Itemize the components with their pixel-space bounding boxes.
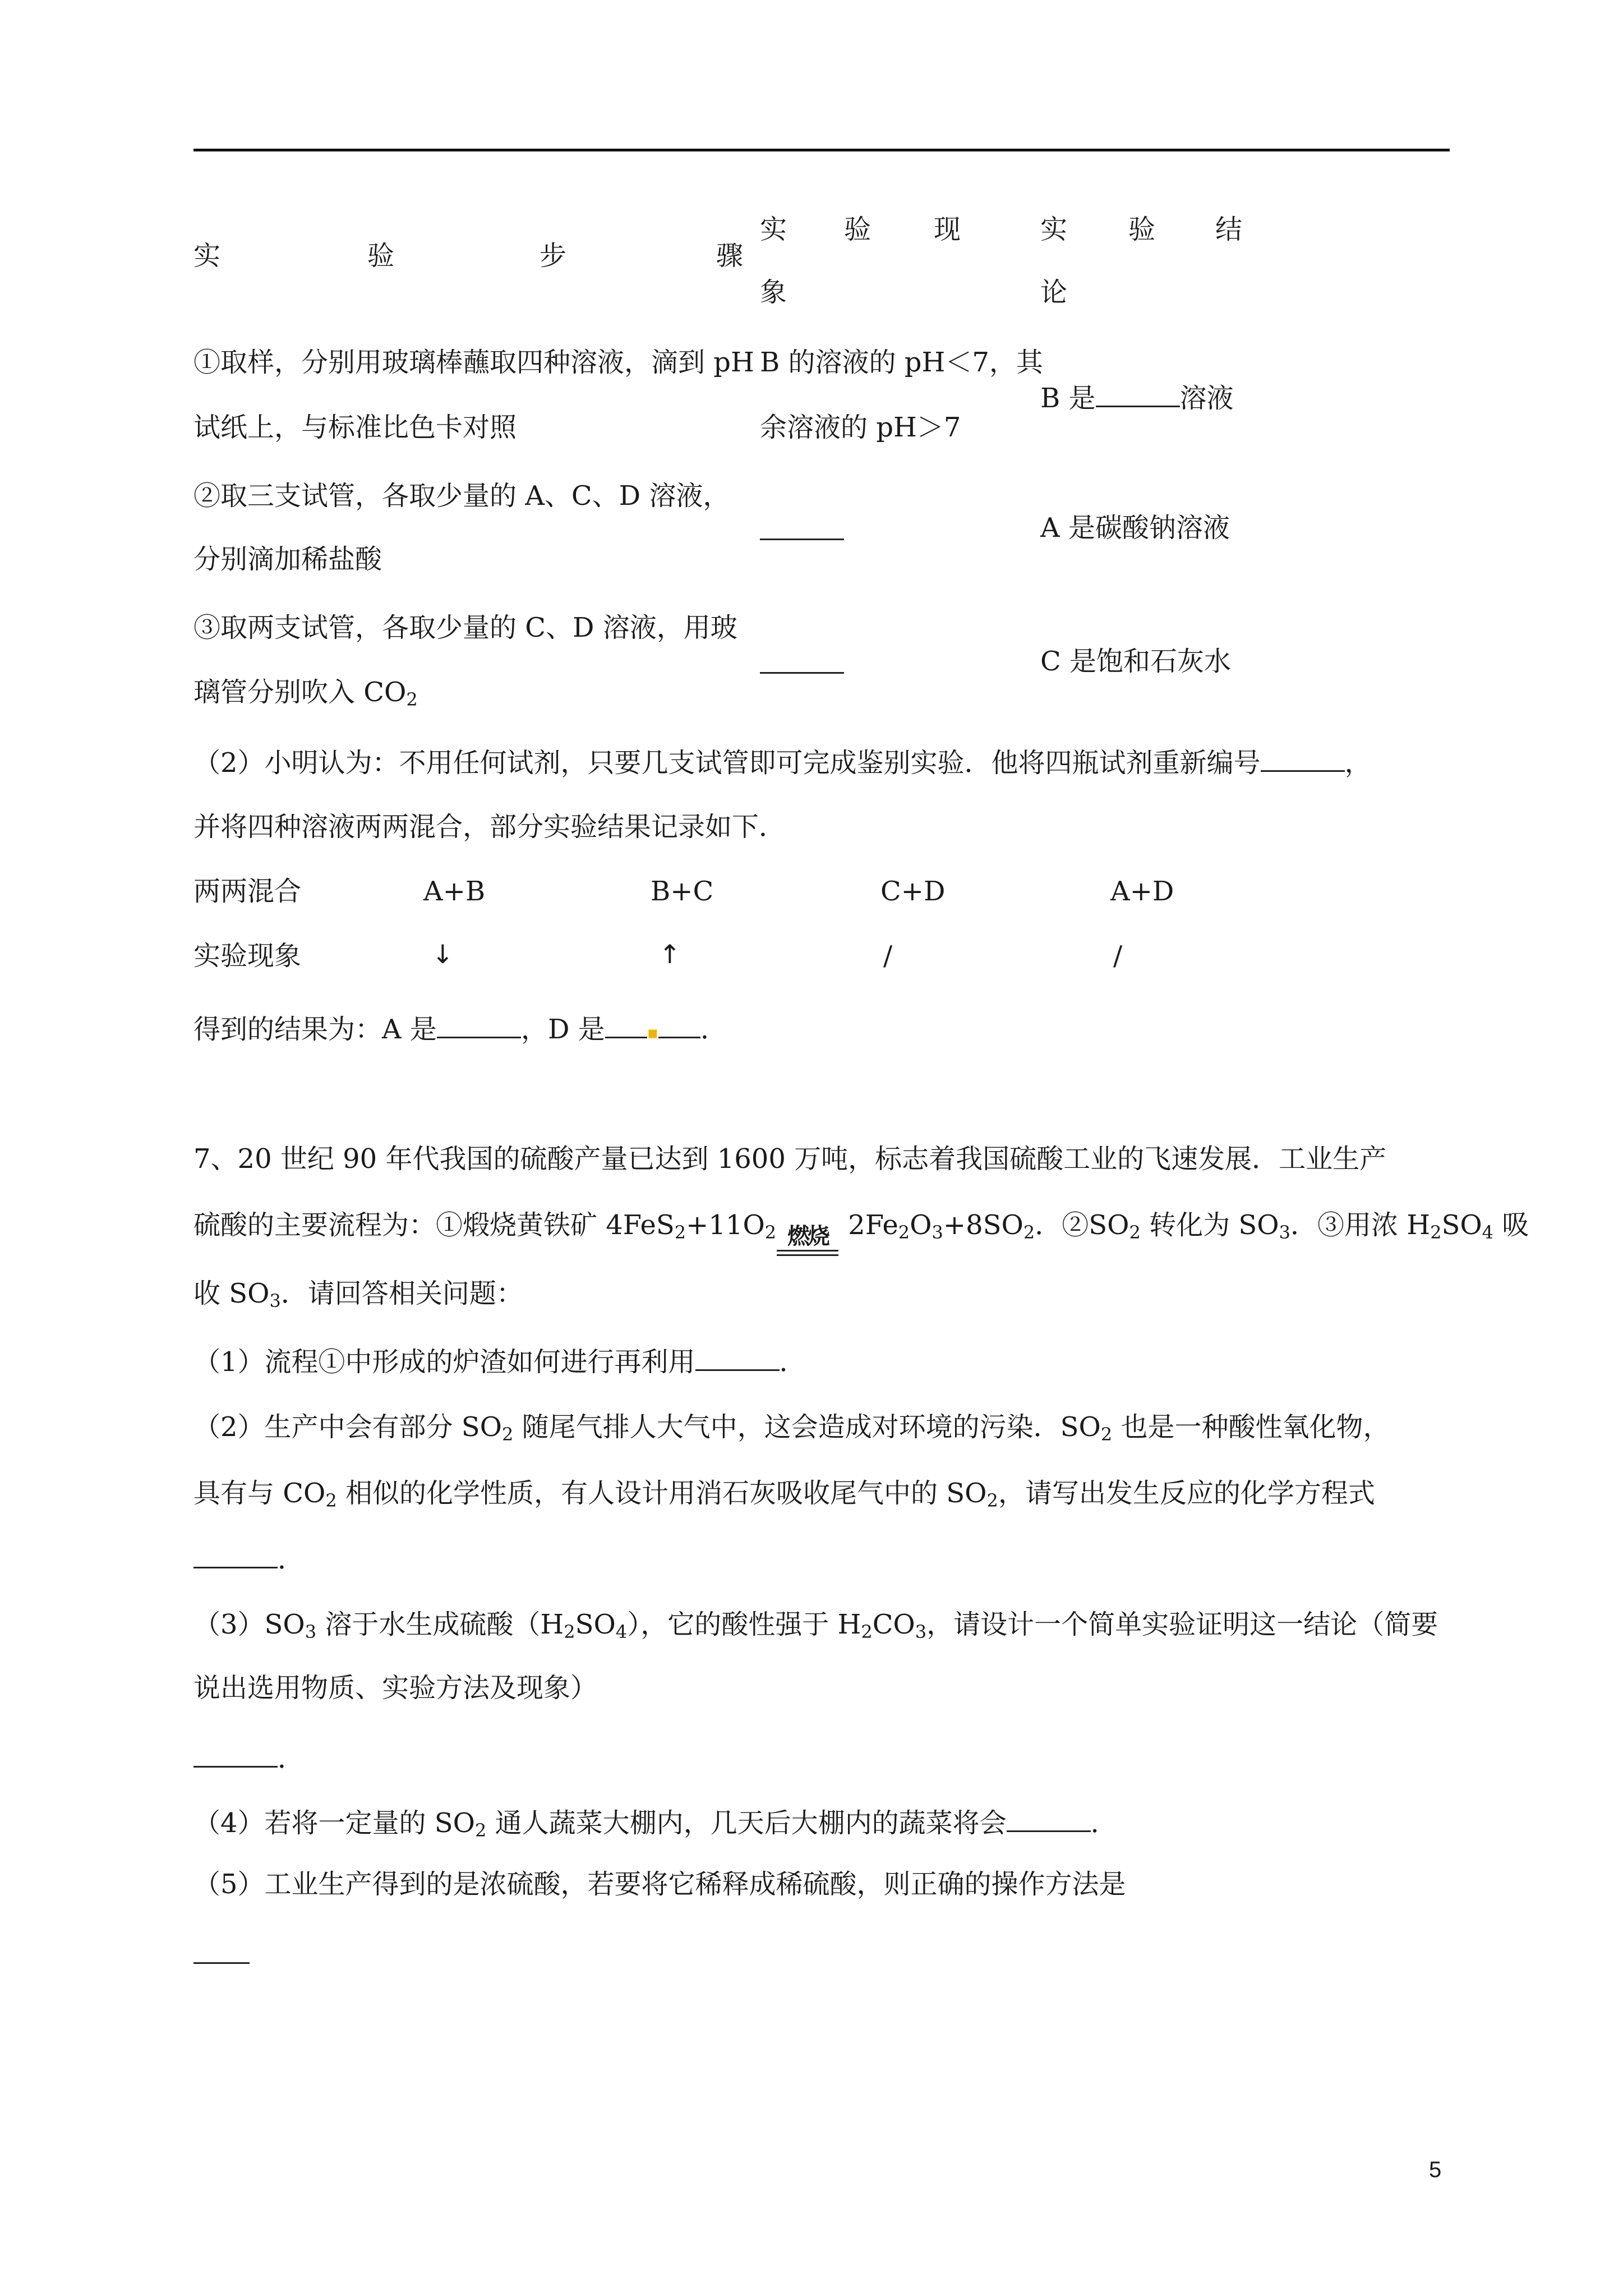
row2-step-line1: ②取三支试管，各取少量的 A、C、D 溶液，: [193, 480, 730, 512]
part2-line2: 并将四种溶液两两混合，部分实验结果记录如下．: [193, 811, 786, 843]
q7-sub1: （1）流程①中形成的炉渣如何进行再利用 ．: [193, 1345, 806, 1375]
q7-sub2-line1: （2）生产中会有部分 $SO_2$ 随尾气排人大气中，这会造成对环境的污染．$SO_2$ 也是一种酸性氧化物，: [193, 1411, 1390, 1445]
row2-step-line2: 分别滴加稀盐酸: [193, 544, 382, 575]
mix-col-cd: C+D: [880, 876, 946, 907]
mix-header-label: 两两混合: [193, 876, 302, 907]
row3-phenom-blank: [760, 648, 844, 678]
answer-blank[interactable]: [658, 1013, 700, 1038]
table-header-phenom-2: 验: [844, 214, 872, 245]
row1-phenom-line1: B 的溶液的 pH＜7，其: [760, 347, 1043, 378]
q7-line2: 硫酸的主要流程为：①煅烧黄铁矿 $4FeS_2+11O_2$ $2Fe_2O_3+8SO_2$．$②SO_2$ 转化为 $SO_3$．③用浓 $H_2SO_4$ 吸: [193, 1209, 1529, 1243]
q7-line3: 收 $SO_3$．请回答相关问题：: [193, 1278, 523, 1312]
highlight-dot-icon: ▪: [647, 1023, 659, 1043]
page-number: 5: [1429, 2157, 1442, 2182]
q7-sub2-line3: ．: [193, 1543, 305, 1573]
row1-step-line2: 试纸上，与标准比色卡对照: [193, 412, 517, 443]
q7-line1: 7、20 世纪 90 年代我国的硫酸产量已达到 1600 万吨，标志着我国硫酸工业的飞速发展．工业生产: [193, 1143, 1387, 1175]
answer-blank[interactable]: [760, 648, 844, 674]
row3-conclusion: C 是饱和石灰水: [1040, 646, 1231, 677]
table-header-phenom-4: 象: [760, 277, 787, 308]
row1-step-line1: ①取样，分别用玻璃棒蘸取四种溶液，滴到 pH: [193, 347, 754, 378]
table-header-concl-3: 结: [1215, 214, 1243, 245]
mix-row-label: 实验现象: [193, 940, 302, 972]
condition-label: 燃烧: [787, 1223, 828, 1249]
answer-blank[interactable]: [1007, 1806, 1091, 1832]
q7-sub5-answer: [193, 1938, 250, 1968]
row3-step-line2: 璃管分别吹入 $CO_2$: [193, 677, 418, 710]
answer-blank[interactable]: [1261, 746, 1345, 772]
answer-blank[interactable]: [605, 1013, 647, 1038]
answer-blank[interactable]: [695, 1345, 780, 1371]
part2-line1: （2）小明认为：不用任何试剂，只要几支试管即可完成鉴别实验．他将四瓶试剂重新编号 ，: [193, 746, 1372, 776]
gas-arrow-icon: ↑: [659, 939, 681, 969]
row2-phenom-blank: [760, 514, 844, 545]
header-rule: [193, 149, 1450, 151]
answer-blank[interactable]: [193, 1938, 250, 1964]
answer-blank[interactable]: [1096, 381, 1180, 407]
table-header-phenom-3: 现: [934, 214, 961, 245]
result-line: 得到的结果为：A 是 ，D 是 ▪ ．: [193, 1013, 727, 1043]
table-header-concl-4: 论: [1040, 277, 1068, 308]
q7-sub5: （5）工业生产得到的是浓硫酸，若要将它稀释成稀硫酸，则正确的操作方法是: [193, 1869, 1126, 1900]
mix-col-ad: A+D: [1110, 876, 1174, 907]
precipitate-arrow-icon: ↓: [432, 939, 454, 969]
equals-bar-icon: [777, 1250, 838, 1251]
table-header-step-2: 验: [367, 240, 395, 272]
q7-sub3-line2: 说出选用物质、实验方法及现象）: [193, 1672, 598, 1704]
q7-sub3-line3: ．: [193, 1742, 305, 1772]
table-header-phenom-1: 实: [760, 214, 787, 245]
q7-sub2-line2: 具有与 $CO_2$ 相似的化学性质，有人设计用消石灰吸收尾气中的 $SO_2$，请写出发生反应的化学方程式: [193, 1478, 1375, 1511]
mix-col-ab: A+B: [423, 876, 486, 907]
answer-blank[interactable]: [193, 1543, 278, 1568]
q7-sub4: （4）若将一定量的 $SO_2$ 通人蔬菜大棚内，几天后大棚内的蔬菜将会 ．: [193, 1806, 1118, 1837]
table-header-concl-2: 验: [1128, 214, 1156, 245]
table-header-concl-1: 实: [1040, 214, 1068, 245]
row2-conclusion: A 是碳酸钠溶液: [1040, 512, 1230, 544]
mix-col-bc: B+C: [651, 876, 714, 907]
row1-phenom-line2: 余溶液的 pH＞7: [760, 412, 961, 443]
row3-step-line1: ③取两支试管，各取少量的 C、D 溶液，用玻: [193, 612, 737, 643]
table-header-step-3: 步: [540, 240, 567, 272]
equals-bar-icon: [777, 1254, 838, 1256]
table-header-step-1: 实: [193, 240, 221, 272]
reaction-condition: [777, 1224, 838, 1256]
mix-cell-ad: /: [1113, 940, 1123, 972]
q7-sub3-line1: $(3)SO_3$ 溶于水生成硫酸$(H_2SO_4)$，它的酸性强于 $H_2CO_3$，请设计一个简单实验证明这一结论（简要: [193, 1609, 1438, 1642]
answer-blank[interactable]: [193, 1742, 278, 1768]
table-header-step-4: 骤: [716, 240, 744, 272]
answer-blank[interactable]: [437, 1013, 521, 1038]
row1-conclusion: B 是 溶液: [1040, 381, 1234, 412]
answer-blank[interactable]: [760, 514, 844, 540]
mix-cell-cd: /: [883, 940, 893, 972]
